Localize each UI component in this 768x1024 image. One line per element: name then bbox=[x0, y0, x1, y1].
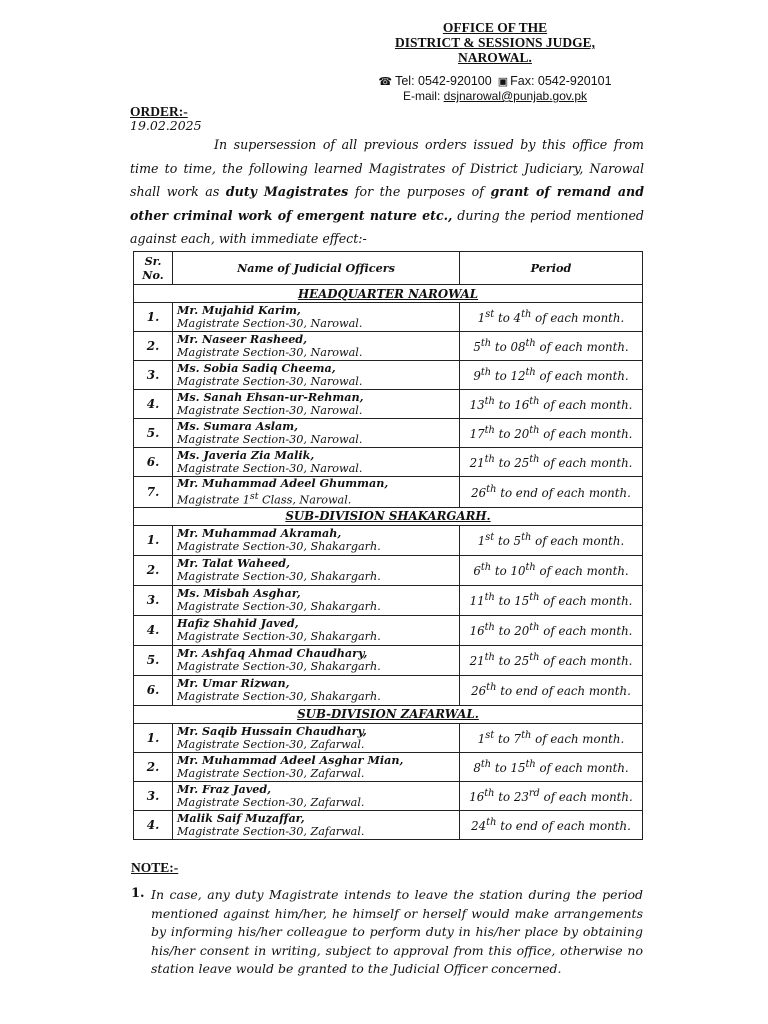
serial-number: 5. bbox=[146, 426, 160, 440]
period-start: 21 bbox=[469, 455, 485, 470]
period-text bbox=[471, 816, 631, 833]
officer-name: Mr. Naseer Rasheed, bbox=[177, 332, 308, 346]
period-middle: to 20 bbox=[494, 426, 530, 441]
table-row bbox=[134, 332, 643, 361]
serial-cell bbox=[134, 525, 173, 555]
email-label: E-mail: bbox=[402, 89, 441, 103]
officer-name: Ms. Sumara Aslam, bbox=[177, 419, 299, 433]
office-heading-line1: OFFICE OF THE bbox=[442, 20, 548, 35]
serial-cell bbox=[134, 361, 173, 390]
section-title: SUB-DIVISION SHAKARGARH. bbox=[134, 507, 643, 525]
period-start-sup: th bbox=[484, 622, 495, 634]
period-end: of each month. bbox=[539, 654, 633, 669]
serial-number: 6. bbox=[146, 455, 160, 469]
period-start: 9 bbox=[473, 368, 481, 383]
period-start-sup: st bbox=[485, 309, 495, 321]
table-row bbox=[134, 810, 643, 839]
period-end: of each month. bbox=[539, 397, 633, 412]
officer-designation: Magistrate Section-30, Narowal. bbox=[177, 346, 363, 359]
officer-name: Hafiz Shahid Javed, bbox=[177, 616, 299, 631]
period-text bbox=[478, 534, 625, 548]
serial-cell bbox=[134, 303, 173, 332]
period-start: 13 bbox=[469, 397, 485, 412]
email-address: dsjnarowal@punjab.gov.pk bbox=[443, 89, 588, 103]
table-row bbox=[134, 448, 643, 477]
period-cell bbox=[460, 723, 643, 752]
period-text bbox=[473, 369, 628, 383]
officer-designation: Magistrate Section-30, Narowal. bbox=[177, 317, 363, 330]
table-row bbox=[134, 752, 643, 781]
officer-cell bbox=[173, 752, 460, 781]
officer-name: Mr. Saqib Hussain Chaudhary, bbox=[177, 723, 367, 738]
officer-name: Ms. Sanah Ehsan-ur-Rehman, bbox=[177, 390, 364, 404]
officer-cell bbox=[173, 448, 460, 477]
roster-body bbox=[134, 285, 643, 840]
period-cell bbox=[460, 752, 643, 781]
serial-cell bbox=[134, 810, 173, 839]
serial-number: 4. bbox=[146, 623, 160, 638]
period-start: 5 bbox=[473, 339, 481, 354]
officer-designation: Magistrate Section-30, Narowal. bbox=[177, 462, 363, 475]
officer-name: Mr. Muhammad Akramah, bbox=[177, 526, 342, 541]
officer-name: Mr. Fraz Javed, bbox=[177, 781, 272, 796]
intro-bold-1: duty Magistrates bbox=[225, 184, 349, 199]
officer-cell bbox=[173, 645, 460, 675]
serial-number: 1. bbox=[146, 533, 160, 548]
officer-cell bbox=[173, 555, 460, 585]
serial-cell bbox=[134, 477, 173, 508]
serial-cell bbox=[134, 615, 173, 645]
period-header: Period bbox=[460, 252, 643, 285]
serial-number: 7. bbox=[146, 484, 160, 499]
officer-cell bbox=[173, 390, 460, 419]
period-start: 1 bbox=[477, 310, 486, 325]
name-header: Name of Judicial Officers bbox=[173, 252, 460, 285]
period-cell bbox=[460, 645, 643, 675]
period-text bbox=[473, 340, 628, 354]
intro-text-1: In supersession of all previous orders issued by this office from time to time, the following learned Magistrates of District Judiciary, Narowal shall work as bbox=[130, 137, 644, 199]
officer-cell bbox=[173, 303, 460, 332]
designation-part-a: Magistrate 1 bbox=[177, 493, 250, 507]
officer-name: Mr. Talat Waheed, bbox=[177, 556, 291, 571]
period-middle-sup: th bbox=[525, 338, 536, 350]
sr-no-header bbox=[134, 252, 173, 285]
officer-designation: Magistrate Section-30, Narowal. bbox=[177, 404, 363, 417]
officer-name: Ms. Sobia Sadiq Cheema, bbox=[177, 361, 336, 375]
period-start: 24 bbox=[471, 818, 487, 833]
officer-name: Mr. Umar Rizwan, bbox=[177, 676, 290, 691]
fax-number: Fax: 0542-920101 bbox=[510, 74, 612, 88]
table-row bbox=[134, 585, 643, 615]
serial-number: 2. bbox=[146, 339, 160, 353]
officer-designation: Magistrate Section-30, Narowal. bbox=[177, 375, 363, 388]
period-start: 8 bbox=[473, 760, 481, 775]
officer-designation: Magistrate Section-30, Zafarwal. bbox=[177, 766, 365, 780]
telephone-icon: ☎ bbox=[378, 76, 393, 88]
section-header-row bbox=[134, 705, 643, 723]
sr-header-line1: Sr. bbox=[144, 254, 162, 268]
period-start-sup: th bbox=[486, 816, 497, 828]
table-row bbox=[134, 645, 643, 675]
office-heading-line2: DISTRICT & SESSIONS JUDGE, bbox=[394, 35, 596, 50]
period-start-sup: th bbox=[480, 367, 492, 379]
period-cell bbox=[460, 419, 643, 448]
period-end: of each month. bbox=[531, 731, 625, 746]
period-text bbox=[470, 456, 633, 470]
period-middle-sup: th bbox=[529, 396, 540, 408]
serial-number: 2. bbox=[146, 563, 160, 578]
section-title: HEADQUARTER NAROWAL bbox=[134, 285, 643, 303]
period-middle-sup: th bbox=[529, 622, 540, 634]
serial-number: 3. bbox=[146, 368, 160, 382]
period-middle-sup: th bbox=[525, 562, 536, 574]
period-middle-sup: th bbox=[529, 454, 540, 466]
period-text bbox=[470, 594, 633, 608]
period-middle: to 4 bbox=[494, 310, 522, 325]
period-text bbox=[473, 758, 629, 775]
designation-sup: st bbox=[249, 491, 259, 502]
serial-number: 6. bbox=[146, 683, 160, 698]
serial-cell bbox=[134, 390, 173, 419]
period-start-sup: th bbox=[484, 425, 495, 437]
officer-name: Ms. Javeria Zia Malik, bbox=[177, 448, 315, 462]
officer-designation: Magistrate Section-30, Zafarwal. bbox=[177, 824, 365, 838]
period-end: of each month. bbox=[539, 789, 633, 804]
period-cell bbox=[460, 332, 643, 361]
serial-number: 4. bbox=[146, 397, 160, 411]
period-middle-sup: rd bbox=[528, 787, 540, 799]
officer-designation: Magistrate Section-30, Shakargarh. bbox=[177, 540, 381, 554]
table-header-row bbox=[134, 252, 643, 285]
period-cell bbox=[460, 810, 643, 839]
intro-text-3: during the period mentioned against each, with immediate effect:- bbox=[130, 207, 644, 246]
serial-cell bbox=[134, 645, 173, 675]
officer-name: Mr. Muhammad Adeel Asghar Mian, bbox=[177, 752, 404, 767]
serial-cell bbox=[134, 332, 173, 361]
period-cell bbox=[460, 781, 643, 810]
period-cell bbox=[460, 448, 643, 477]
period-start-sup: st bbox=[485, 532, 495, 544]
officer-name: Ms. Misbah Asghar, bbox=[177, 586, 301, 601]
table-row bbox=[134, 525, 643, 555]
period-middle: to 15 bbox=[494, 594, 530, 609]
period-cell bbox=[460, 477, 643, 508]
serial-cell bbox=[134, 781, 173, 810]
serial-cell bbox=[134, 752, 173, 781]
order-date: 19.02.2025 bbox=[130, 118, 202, 133]
officer-cell bbox=[173, 332, 460, 361]
note-number: 1. bbox=[131, 886, 145, 901]
period-start-sup: th bbox=[480, 758, 492, 770]
serial-cell bbox=[134, 723, 173, 752]
period-cell bbox=[460, 390, 643, 419]
period-text bbox=[473, 564, 628, 578]
serial-number: 3. bbox=[146, 788, 160, 803]
officer-cell bbox=[173, 723, 460, 752]
duty-roster-table bbox=[133, 251, 643, 840]
period-middle-sup: th bbox=[521, 532, 532, 544]
period-cell bbox=[460, 675, 643, 705]
section-title: SUB-DIVISION ZAFARWAL. bbox=[134, 705, 643, 723]
officer-designation bbox=[177, 490, 455, 507]
intro-text-2: for the purposes of bbox=[348, 184, 491, 199]
period-middle-sup: th bbox=[529, 592, 540, 604]
period-middle: to 7 bbox=[494, 731, 522, 746]
period-text bbox=[471, 483, 631, 500]
period-end: of each month. bbox=[539, 455, 633, 470]
period-start: 16 bbox=[469, 789, 485, 804]
period-end: of each month. bbox=[539, 594, 633, 609]
period-middle: to end of each month. bbox=[496, 684, 631, 699]
order-label: ORDER:- bbox=[130, 104, 188, 119]
period-start: 6 bbox=[473, 564, 481, 579]
officer-cell bbox=[173, 361, 460, 390]
officer-cell bbox=[173, 615, 460, 645]
note-label: NOTE:- bbox=[131, 860, 179, 875]
period-start: 16 bbox=[469, 624, 485, 639]
period-start: 26 bbox=[471, 684, 487, 699]
period-end: of each month. bbox=[539, 624, 633, 639]
serial-number: 5. bbox=[146, 653, 160, 668]
designation-part-b: Class, Narowal. bbox=[258, 493, 352, 507]
period-start-sup: th bbox=[484, 454, 495, 466]
period-middle: to 23 bbox=[494, 789, 529, 804]
period-cell bbox=[460, 585, 643, 615]
period-middle: to 16 bbox=[494, 397, 530, 412]
contact-line bbox=[360, 74, 630, 88]
period-middle: to 25 bbox=[494, 455, 530, 470]
period-text bbox=[478, 311, 625, 325]
period-text bbox=[477, 729, 625, 746]
period-start-sup: th bbox=[480, 562, 492, 574]
office-heading-line3: NAROWAL. bbox=[458, 50, 532, 65]
period-start: 26 bbox=[471, 485, 487, 500]
table-row bbox=[134, 361, 643, 390]
order-intro-paragraph bbox=[130, 133, 644, 251]
period-middle-sup: th bbox=[521, 729, 532, 741]
table-row bbox=[134, 303, 643, 332]
fax-icon: ▣ bbox=[497, 76, 509, 88]
officer-cell bbox=[173, 675, 460, 705]
serial-cell bbox=[134, 448, 173, 477]
officer-name: Malik Saif Muzaffar, bbox=[177, 810, 305, 825]
officer-name: Mr. Ashfaq Ahmad Chaudhary, bbox=[177, 646, 368, 661]
period-text bbox=[469, 787, 633, 804]
period-middle-sup: th bbox=[529, 652, 540, 664]
period-text bbox=[471, 684, 631, 698]
period-text bbox=[470, 427, 633, 441]
period-middle-sup: th bbox=[521, 309, 532, 321]
period-end: of each month. bbox=[535, 339, 629, 354]
office-heading bbox=[370, 20, 620, 65]
sr-header-line2: No. bbox=[142, 268, 164, 282]
period-end: of each month. bbox=[531, 310, 625, 325]
serial-cell bbox=[134, 419, 173, 448]
note-text: In case, any duty Magistrate intends to leave the station during the period mentioned against him/her, he himself or herself would make arrangements by informing his/her colleague to perform duty in his/her place by obtaining his/her consent in writing, subject to approval from this office, otherwise no station leave would be granted to the Judicial Officer concerned. bbox=[151, 887, 643, 977]
period-middle: to end of each month. bbox=[496, 485, 631, 500]
serial-number: 4. bbox=[146, 817, 160, 832]
officer-cell bbox=[173, 477, 460, 508]
officer-name: Mr. Mujahid Karim, bbox=[177, 303, 301, 317]
officer-designation: Magistrate Section-30, Shakargarh. bbox=[177, 570, 381, 584]
period-start-sup: th bbox=[480, 338, 492, 350]
period-middle: to 08 bbox=[491, 339, 526, 354]
period-middle: to end of each month. bbox=[496, 818, 631, 833]
serial-number: 2. bbox=[146, 759, 160, 774]
officer-designation: Magistrate Section-30, Shakargarh. bbox=[177, 690, 381, 704]
serial-number: 3. bbox=[146, 593, 160, 608]
table-row bbox=[134, 390, 643, 419]
officer-cell bbox=[173, 585, 460, 615]
period-start-sup: th bbox=[484, 592, 495, 604]
period-cell bbox=[460, 555, 643, 585]
period-start: 11 bbox=[469, 594, 485, 609]
serial-number: 1. bbox=[146, 730, 160, 745]
period-middle: to 5 bbox=[494, 534, 522, 549]
serial-cell bbox=[134, 585, 173, 615]
period-end: of each month. bbox=[535, 564, 629, 579]
officer-designation: Magistrate Section-30, Zafarwal. bbox=[177, 737, 365, 751]
period-middle: to 20 bbox=[494, 624, 530, 639]
telephone-number: Tel: 0542-920100 bbox=[395, 74, 492, 88]
period-end: of each month. bbox=[535, 368, 629, 383]
period-start-sup: th bbox=[486, 483, 497, 495]
period-middle: to 10 bbox=[491, 564, 526, 579]
period-start-sup: st bbox=[485, 729, 495, 741]
period-middle-sup: th bbox=[529, 425, 540, 437]
period-text bbox=[470, 398, 633, 412]
period-start-sup: th bbox=[484, 787, 495, 799]
period-start-sup: th bbox=[484, 652, 495, 664]
period-cell bbox=[460, 303, 643, 332]
table-row bbox=[134, 781, 643, 810]
period-middle: to 12 bbox=[491, 368, 526, 383]
officer-designation: Magistrate Section-30, Narowal. bbox=[177, 433, 363, 446]
serial-cell bbox=[134, 675, 173, 705]
period-start: 1 bbox=[477, 534, 486, 549]
period-start: 21 bbox=[469, 654, 485, 669]
officer-designation: Magistrate Section-30, Shakargarh. bbox=[177, 660, 381, 674]
email-line bbox=[360, 89, 630, 103]
table-row bbox=[134, 477, 643, 508]
serial-number: 1. bbox=[146, 310, 160, 324]
period-start-sup: th bbox=[484, 396, 495, 408]
serial-cell bbox=[134, 555, 173, 585]
officer-cell bbox=[173, 781, 460, 810]
section-header-row bbox=[134, 285, 643, 303]
period-end: of each month. bbox=[539, 426, 633, 441]
period-middle: to 15 bbox=[491, 760, 526, 775]
officer-cell bbox=[173, 810, 460, 839]
period-start: 1 bbox=[477, 731, 486, 746]
table-row bbox=[134, 675, 643, 705]
officer-name: Mr. Muhammad Adeel Ghumman, bbox=[177, 476, 389, 490]
period-start-sup: th bbox=[486, 682, 497, 694]
period-end: of each month. bbox=[535, 760, 629, 775]
period-cell bbox=[460, 361, 643, 390]
table-row bbox=[134, 419, 643, 448]
period-end: of each month. bbox=[531, 534, 625, 549]
period-middle-sup: th bbox=[525, 758, 536, 770]
period-middle-sup: th bbox=[525, 367, 536, 379]
intro-bold-2: grant of remand and other criminal work of emergent nature etc., bbox=[130, 184, 644, 223]
period-middle: to 25 bbox=[494, 654, 530, 669]
table-row bbox=[134, 723, 643, 752]
officer-designation: Magistrate Section-30, Shakargarh. bbox=[177, 600, 381, 614]
officer-cell bbox=[173, 525, 460, 555]
officer-designation: Magistrate Section-30, Shakargarh. bbox=[177, 630, 381, 644]
officer-designation: Magistrate Section-30, Zafarwal. bbox=[177, 795, 365, 809]
officer-cell bbox=[173, 419, 460, 448]
period-cell bbox=[460, 525, 643, 555]
table-row bbox=[134, 555, 643, 585]
period-text bbox=[470, 654, 633, 668]
table-row bbox=[134, 615, 643, 645]
period-start: 17 bbox=[469, 426, 485, 441]
section-header-row bbox=[134, 507, 643, 525]
period-text bbox=[470, 624, 633, 638]
period-cell bbox=[460, 615, 643, 645]
